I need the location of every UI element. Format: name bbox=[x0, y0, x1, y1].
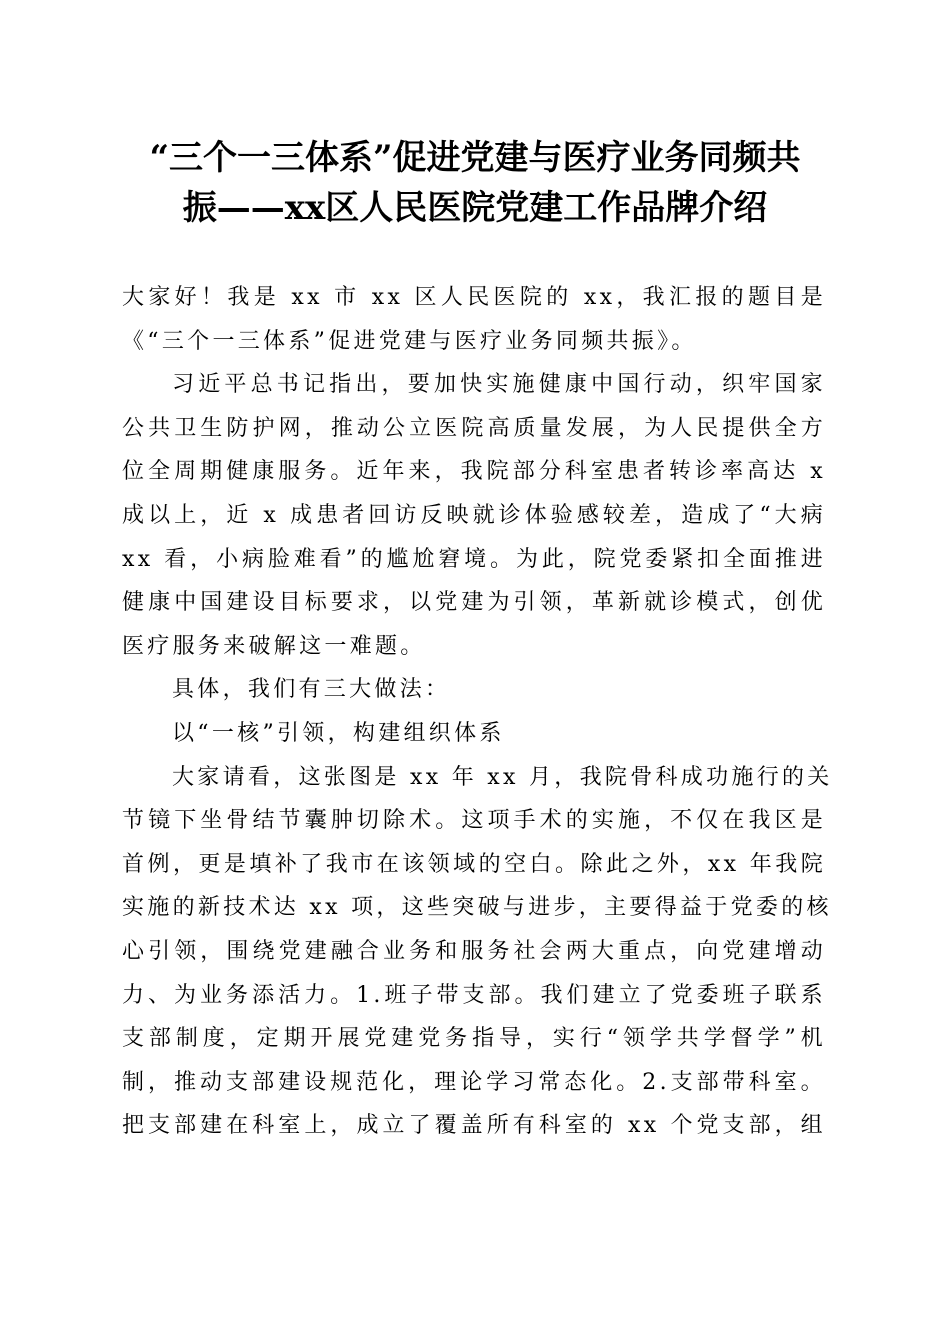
body-line: 心引领，围绕党建融合业务和服务社会两大重点，向党建增动 bbox=[122, 938, 826, 964]
document-title bbox=[100, 133, 850, 233]
body-line: 习近平总书记指出，要加快实施健康中国行动，织牢国家 bbox=[172, 372, 826, 398]
body-line: 位全周期健康服务。近年来，我院部分科室患者转诊率高达 x bbox=[122, 459, 826, 485]
body-line: 公共卫生防护网，推动公立医院高质量发展，为人民提供全方 bbox=[122, 415, 826, 441]
body-line: 《“三个一三体系”促进党建与医疗业务同频共振》。 bbox=[122, 328, 697, 354]
body-line: 首例，更是填补了我市在该领域的空白。除此之外，xx 年我院 bbox=[122, 851, 826, 877]
body-line: 大家请看，这张图是 xx 年 xx 月，我院骨科成功施行的关 bbox=[172, 764, 833, 790]
body-line: xx 看，小病脸难看”的尴尬窘境。为此，院党委紧扣全面推进 bbox=[122, 546, 826, 572]
body-line: 力、为业务添活力。1.班子带支部。我们建立了党委班子联系 bbox=[122, 982, 826, 1008]
body-line: 支部制度，定期开展党建党务指导，实行“领学共学督学”机 bbox=[122, 1026, 826, 1052]
body-line: 实施的新技术达 xx 项，这些突破与进步，主要得益于党委的核 bbox=[122, 895, 832, 921]
section-heading: 以“一核”引领，构建组织体系 bbox=[172, 720, 505, 746]
body-line: 健康中国建设目标要求，以党建为引领，革新就诊模式，创优 bbox=[122, 590, 826, 616]
body-line: 节镜下坐骨结节囊肿切除术。这项手术的实施，不仅在我区是 bbox=[122, 808, 826, 834]
body-line: 大家好！我是 xx 市 xx 区人民医院的 xx，我汇报的题目是 bbox=[122, 285, 826, 310]
body-line: 成以上，近 x 成患者回访反映就诊体验感较差，造成了“大病 bbox=[122, 502, 826, 528]
body-line: 把支部建在科室上，成立了覆盖所有科室的 xx 个党支部，组 bbox=[122, 1113, 826, 1139]
title-line-2: 振——xx区人民医院党建工作品牌介绍 bbox=[182, 188, 768, 228]
body-line: 具体，我们有三大做法： bbox=[172, 677, 451, 703]
title-line-1: “三个一三体系”促进党建与医疗业务同频共 bbox=[149, 138, 801, 178]
body-line: 制，推动支部建设规范化，理论学习常态化。2.支部带科室。 bbox=[122, 1069, 826, 1095]
document-body bbox=[122, 276, 833, 1148]
body-line: 医疗服务来破解这一难题。 bbox=[122, 633, 426, 659]
